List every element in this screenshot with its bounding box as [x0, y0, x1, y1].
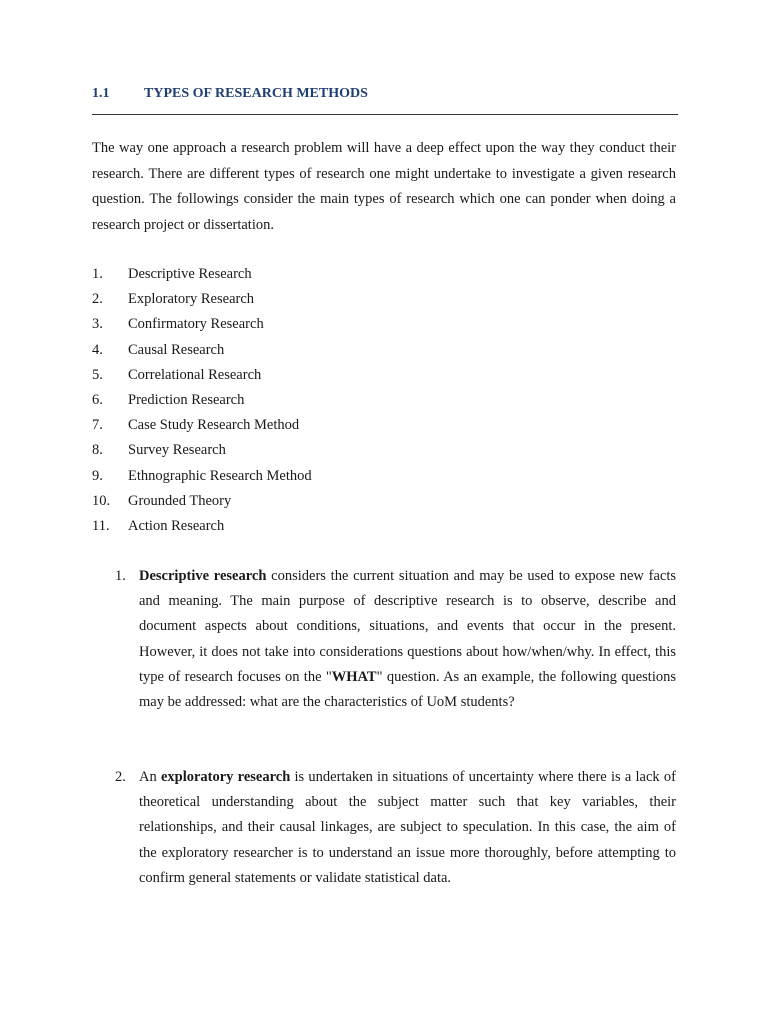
list-item-label: Grounded Theory — [128, 492, 232, 509]
list-item-label: Prediction Research — [128, 392, 245, 409]
list-item-label: Causal Research — [128, 341, 225, 358]
list-item-number: 10. — [92, 492, 111, 509]
list-item — [92, 413, 652, 438]
exploratory-research-paragraph — [115, 765, 676, 891]
list-item-label: Confirmatory Research — [128, 316, 264, 333]
paragraph-number: 1. — [115, 568, 126, 584]
list-item-number: 1. — [92, 266, 103, 282]
paragraph-term: Descriptive research — [139, 568, 267, 584]
list-item — [92, 287, 652, 312]
list-item-number: 3. — [92, 316, 103, 333]
list-item-number: 4. — [92, 341, 103, 358]
intro-paragraph: The way one approach a research problem will have a deep effect upon the way they conduct their research. There are different types of research one might undertake to investigate a given research question. The followings consider the main types of research which one can ponder when doing a research project or dissertation. — [92, 140, 676, 233]
list-item — [92, 489, 652, 514]
section-number: 1.1 — [92, 86, 110, 101]
list-item-label: Exploratory Research — [128, 291, 255, 308]
paragraph-body-end: " question. As an example, the following questions may be addressed: what are the characteristics of UoM students? — [139, 668, 676, 711]
paragraph-text — [139, 564, 676, 715]
list-item-label: Descriptive Research — [128, 266, 252, 282]
list-item — [92, 363, 652, 388]
list-item — [92, 338, 652, 363]
paragraph-emphasis: WHAT — [331, 668, 377, 685]
list-item-number: 6. — [92, 392, 103, 409]
list-item — [92, 438, 652, 463]
paragraph-number: 2. — [115, 769, 126, 785]
research-types-list — [92, 262, 652, 539]
list-item-label: Action Research — [128, 518, 225, 535]
list-item — [92, 464, 652, 489]
descriptive-research-paragraph — [115, 564, 676, 715]
section-title: TYPES OF RESEARCH METHODS — [144, 86, 368, 101]
list-item-number: 9. — [92, 467, 103, 484]
list-item-label: Ethnographic Research Method — [128, 467, 312, 484]
list-item-label: Survey Research — [128, 442, 226, 459]
list-item-number: 11. — [92, 518, 110, 535]
list-item — [92, 514, 652, 539]
section-heading — [92, 86, 678, 102]
list-item-label: Case Study Research Method — [128, 417, 300, 434]
paragraph-text — [139, 765, 676, 891]
paragraph-lead: An — [139, 769, 161, 785]
list-item-number: 5. — [92, 366, 103, 383]
list-item — [92, 388, 652, 413]
list-item-number: 7. — [92, 417, 103, 434]
list-item-label: Correlational Research — [128, 366, 262, 383]
list-item-number: 8. — [92, 442, 103, 459]
paragraph-body: considers the current situation and may be used to expose new facts and meaning. The main purpose of descriptive research is to observe, describe and document aspects about conditions, situations, and events that occur in the present. However, it does not take into considerations questions about how/when/why. In effect, this type of research focuses on the " — [139, 568, 677, 685]
list-item-number: 2. — [92, 291, 103, 308]
list-item — [92, 312, 652, 337]
list-item — [92, 262, 652, 287]
heading-divider — [92, 114, 678, 115]
paragraph-body: is undertaken in situations of uncertainty where there is a lack of theoretical understanding about the subject matter such that key variables, their relationships, and their causal linkages, are subject to speculation. In this case, the aim of the exploratory researcher is to understand an issue more thoroughly, before attempting to confirm general statements or validate statistical data. — [139, 769, 676, 886]
paragraph-term: exploratory research — [160, 769, 291, 785]
